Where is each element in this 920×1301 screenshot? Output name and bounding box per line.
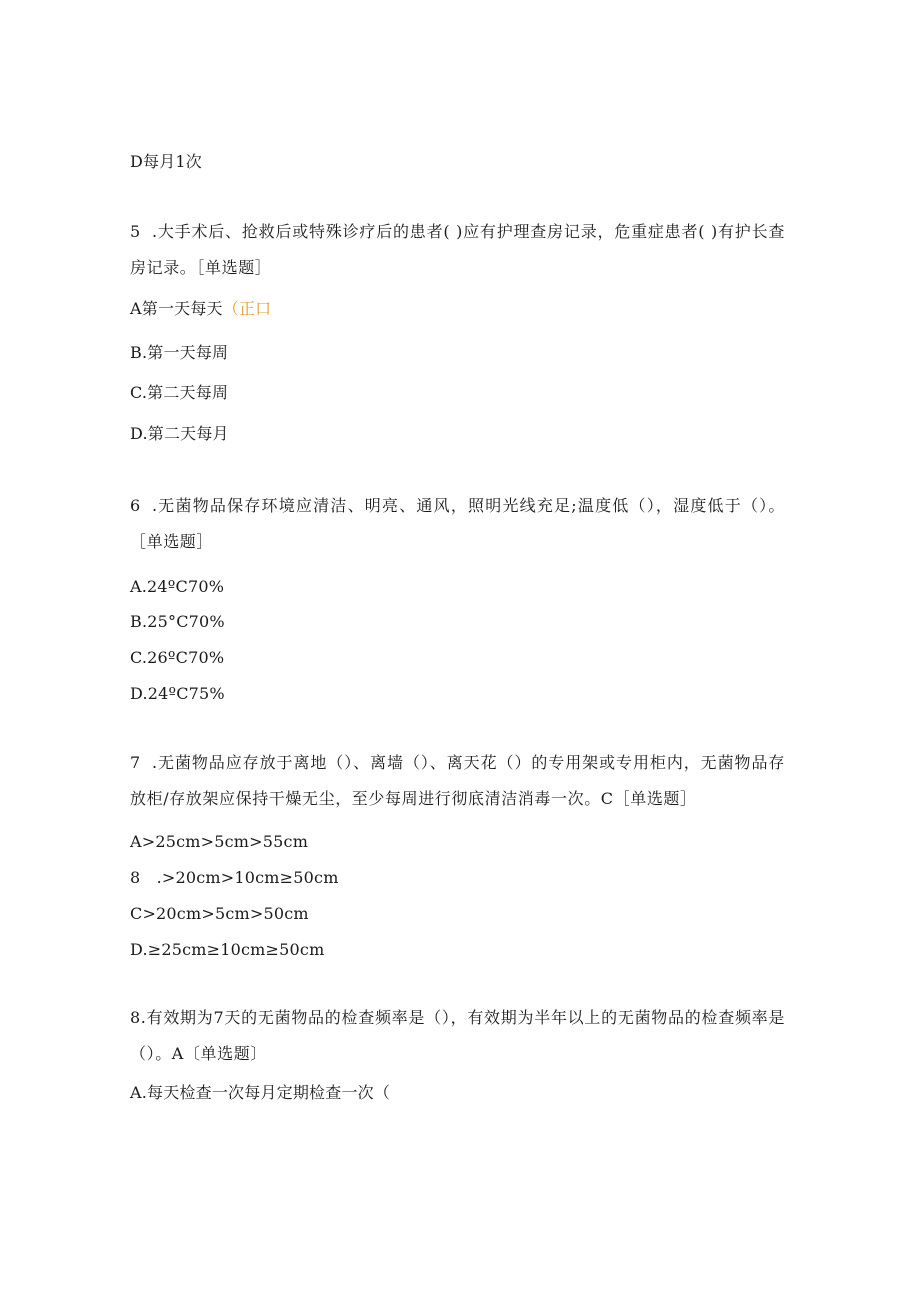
q5-number: 5 bbox=[130, 222, 141, 241]
q6-option-d: D.24ºC75% bbox=[130, 684, 225, 703]
q6-option-c: C.26ºC70% bbox=[130, 648, 225, 667]
q5-option-c: C.第二天每周 bbox=[130, 383, 229, 402]
q6-stem bbox=[130, 488, 785, 560]
q7-option-d: D.≥25cm≥10cm≥50cm bbox=[130, 940, 325, 959]
q7-option-c: C>20cm>5cm>50cm bbox=[130, 904, 309, 923]
q6-number: 6 bbox=[130, 496, 141, 515]
q7-stem bbox=[130, 745, 785, 817]
q5-answer-mark: （正口 bbox=[222, 299, 272, 318]
q6-option-a: A.24ºC70% bbox=[130, 577, 225, 596]
q5-stem-text: .大手术后、抢救后或特殊诊疗后的患者( )应有护理查房记录，危重症患者( )有护长查房记录。［单选题］ bbox=[130, 222, 785, 277]
q8-stem: 8.有效期为7天的无菌物品的检查频率是（），有效期为半年以上的无菌物品的检查频率是（）。A〔单选题〕 bbox=[130, 1008, 785, 1063]
q7-option-b: 8 .>20cm>10cm≥50cm bbox=[130, 868, 339, 887]
q5-stem bbox=[130, 214, 785, 286]
q7-stem-text: .无菌物品应存放于离地（）、离墙（）、离天花（）的专用架或专用柜内，无菌物品存放柜/存放架应保持干燥无尘，至少每周进行彻底清洁消毒一次。C［单选题］ bbox=[130, 753, 785, 808]
q5-option-a-text: A第一天每天 bbox=[130, 299, 223, 318]
q7-number: 7 bbox=[130, 753, 141, 772]
q8-option-a: A.每天检查一次每月定期检查一次（ bbox=[130, 1083, 391, 1102]
q6-stem-text: .无菌物品保存环境应清洁、明亮、通风，照明光线充足;温度低（），湿度低于（）。［单选题］ bbox=[130, 496, 785, 551]
q7-option-a: A>25cm>5cm>55cm bbox=[130, 832, 309, 851]
q6-option-b: B.25°C70% bbox=[130, 612, 225, 631]
q4-option-d: D每月1次 bbox=[130, 152, 203, 171]
q5-option-b: B.第一天每周 bbox=[130, 343, 229, 362]
q5-option-d: D.第二天每月 bbox=[130, 424, 229, 443]
q5-option-a bbox=[130, 299, 271, 319]
